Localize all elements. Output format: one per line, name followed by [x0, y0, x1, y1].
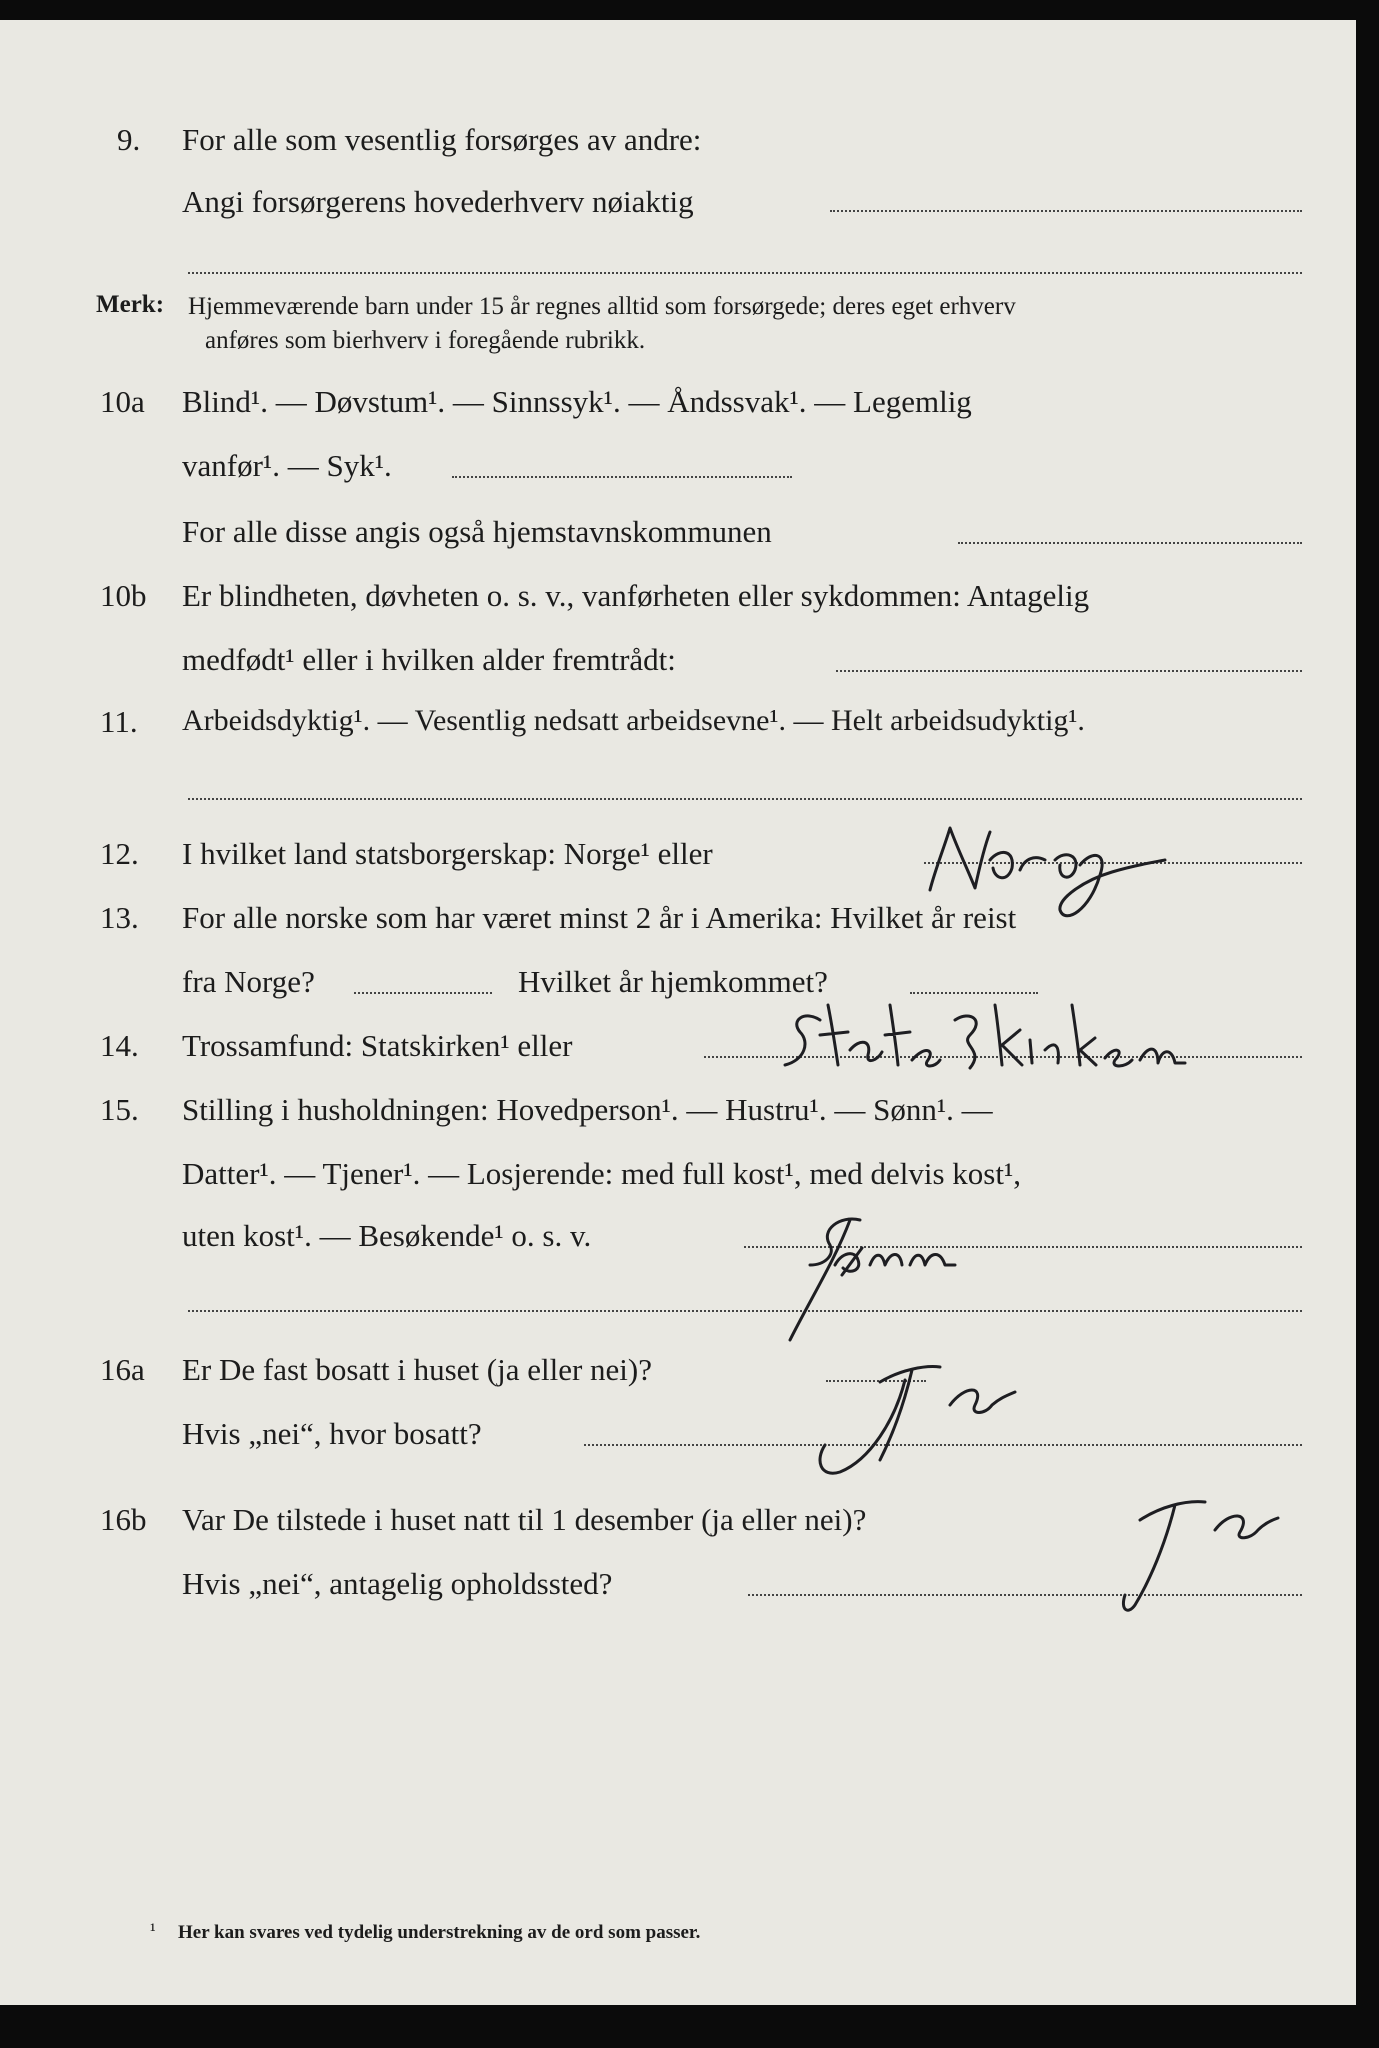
handwriting-ja-16b	[1123, 1502, 1278, 1611]
handwriting-sonn	[810, 1219, 955, 1275]
question-15-line1: Stilling i husholdningen: Hovedperson¹. — Hustru¹. — Sønn¹. —	[182, 1092, 993, 1127]
question-10a-line1: Blind¹. — Døvstum¹. — Sinnssyk¹. — Åndssvak¹. — Legemlig	[182, 384, 972, 419]
handwriting-layer	[0, 20, 1356, 2005]
question-11-line1: Arbeidsdyktig¹. — Vesentlig nedsatt arbeidsevne¹. — Helt arbeidsudyktig¹.	[182, 704, 1085, 737]
question-16a-line2: Hvis „nei“, hvor bosatt?	[182, 1416, 482, 1451]
question-13-line2a: fra Norge?	[182, 964, 315, 999]
question-10b-line2: medfødt¹ eller i hvilken alder fremtrådt:	[182, 642, 676, 677]
row-number: 10b	[100, 578, 147, 613]
question-13-line2b: Hvilket år hjemkommet?	[518, 964, 828, 999]
question-16a-line1: Er De fast bosatt i huset (ja eller nei)?	[182, 1352, 652, 1387]
handwriting-statskirken	[785, 1005, 1185, 1068]
note-label: Merk:	[96, 291, 165, 318]
question-9-prompt: Angi forsørgerens hovederhverv nøiaktig	[182, 184, 694, 219]
footnote-mark: ¹	[150, 1920, 156, 1941]
row-number: 12.	[100, 836, 139, 871]
row-number: 13.	[100, 900, 139, 935]
handwriting-norge	[930, 828, 1165, 916]
row-number: 10a	[100, 384, 145, 419]
row-number: 9.	[117, 122, 141, 157]
question-14-line1: Trossamfund: Statskirken¹ eller	[182, 1028, 573, 1063]
question-15-line2: Datter¹. — Tjener¹. — Losjerende: med full kost¹, med delvis kost¹,	[182, 1156, 1021, 1191]
row-number: 16b	[100, 1502, 147, 1537]
form-page	[0, 20, 1356, 2005]
handwriting-ja-16a	[880, 1367, 1015, 1460]
row-number: 11.	[100, 704, 138, 739]
question-13-line1: For alle norske som har været minst 2 år i Amerika: Hvilket år reist	[182, 900, 1017, 935]
row-number: 16a	[100, 1352, 145, 1387]
note-text-line2: anføres som bierhverv i foregående rubrikk.	[205, 327, 646, 354]
question-16b-line1: Var De tilstede i huset natt til 1 desember (ja eller nei)?	[182, 1502, 867, 1537]
note-text-line1: Hjemmeværende barn under 15 år regnes alltid som forsørgede; deres eget erhverv	[188, 293, 1016, 320]
question-12-line1: I hvilket land statsborgerskap: Norge¹ eller	[182, 836, 713, 871]
question-16b-line2: Hvis „nei“, antagelig opholdssted?	[182, 1566, 613, 1601]
footnote-text: Her kan svares ved tydelig understrekning av de ord som passer.	[178, 1922, 701, 1943]
row-number: 14.	[100, 1028, 139, 1063]
question-10a-line2: vanfør¹. — Syk¹.	[182, 448, 392, 483]
question-9-text: For alle som vesentlig forsørges av andre:	[182, 122, 702, 157]
question-10a-line3: For alle disse angis også hjemstavnskommunen	[182, 514, 772, 549]
question-15-line3: uten kost¹. — Besøkende¹ o. s. v.	[182, 1218, 592, 1253]
question-10b-line1: Er blindheten, døvheten o. s. v., vanførheten eller sykdommen: Antagelig	[182, 578, 1090, 613]
row-number: 15.	[100, 1092, 139, 1127]
